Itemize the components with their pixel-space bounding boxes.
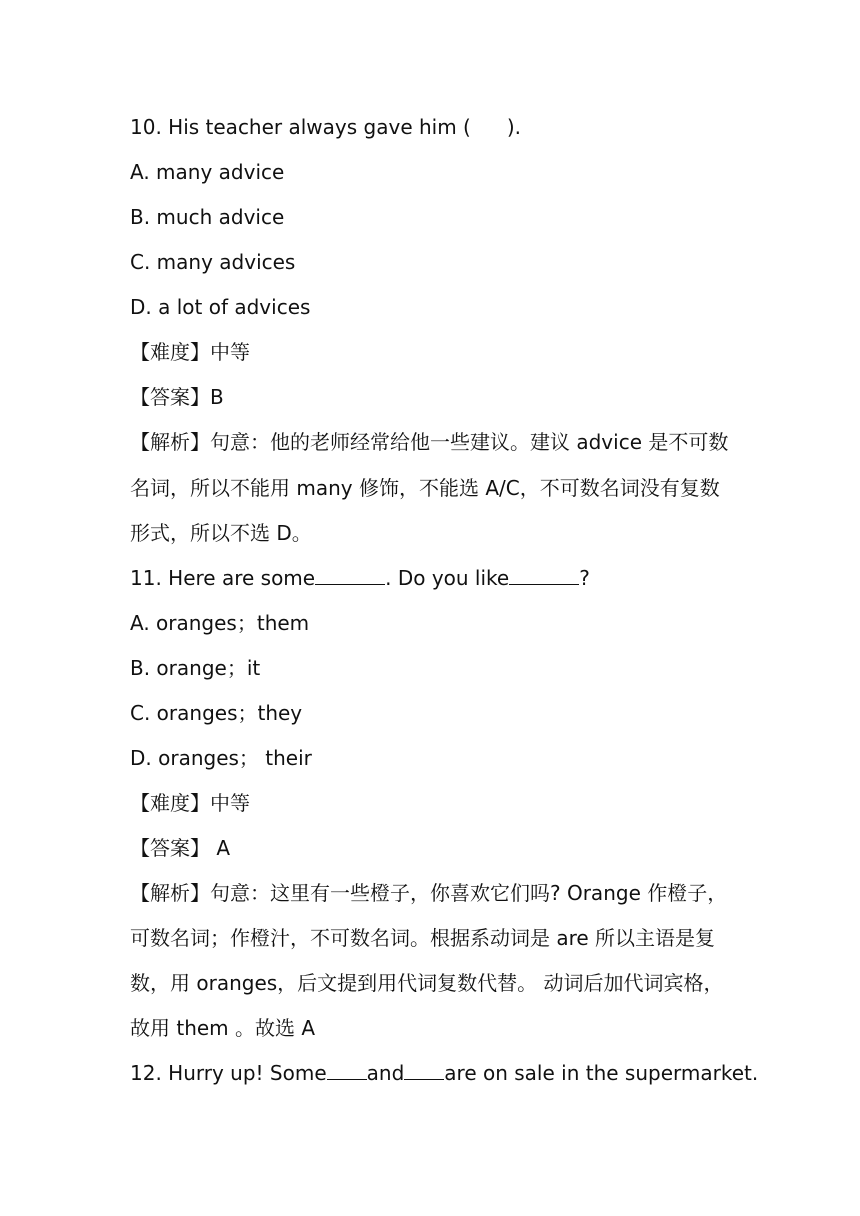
q10-option-c: C. many advices [130,250,296,274]
q10-option-d: D. a lot of advices [130,295,311,319]
q11-stem-end: ? [579,566,590,590]
q11-option-b: B. orange；it [130,656,261,680]
q12-stem-start: 12. Hurry up! Some [130,1061,327,1085]
q10-stem [130,113,521,141]
q11-option-c: C. oranges；they [130,701,303,725]
q12-blank-1 [327,1061,367,1080]
q10-analysis-line-2: 名词，所以不能用 many 修饰，不能选 A/C，不可数名词没有复数 [130,476,720,500]
q12-stem-middle: and [366,1061,405,1085]
q11-stem [130,564,590,592]
q11-option-a: A. oranges；them [130,611,310,635]
q10-analysis-line-3: 形式，所以不选 D。 [130,521,312,545]
q10-stem-start: 10. His teacher always gave him ( [130,115,471,139]
q11-option-d: D. oranges； their [130,746,312,770]
q11-stem-middle: . Do you like [385,566,510,590]
q12-stem [130,1059,758,1087]
q10-stem-end: ). [506,115,522,139]
q11-stem-start: 11. Here are some [130,566,316,590]
q10-answer: 【答案】B [130,385,224,409]
q11-blank-1 [315,566,385,585]
q11-analysis-line-4: 故用 them 。故选 A [130,1016,316,1040]
q10-option-a: A. many advice [130,160,285,184]
q11-analysis-line-1: 【解析】句意：这里有一些橙子，你喜欢它们吗? Orange 作橙子， [130,881,728,905]
q10-option-b: B. much advice [130,205,285,229]
q10-difficulty: 【难度】中等 [130,340,250,364]
q11-difficulty: 【难度】中等 [130,791,250,815]
q10-analysis-line-1: 【解析】句意：他的老师经常给他一些建议。建议 advice 是不可数 [130,430,729,454]
q11-analysis-line-3: 数，用 oranges，后文提到用代词复数代替。 动词后加代词宾格， [130,971,724,995]
q11-answer: 【答案】 A [130,836,231,860]
q11-blank-2 [509,566,579,585]
q11-analysis-line-2: 可数名词；作橙汁，不可数名词。根据系动词是 are 所以主语是复 [130,926,716,950]
q12-blank-2 [404,1061,444,1080]
q12-stem-end: are on sale in the supermarket. [444,1061,759,1085]
